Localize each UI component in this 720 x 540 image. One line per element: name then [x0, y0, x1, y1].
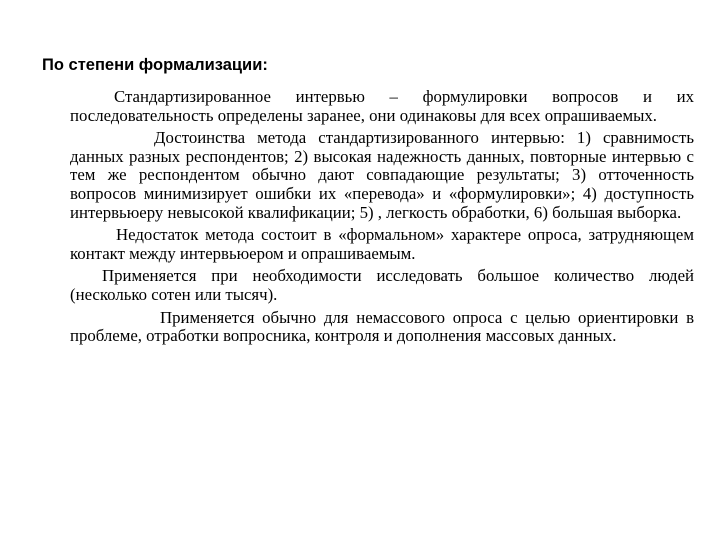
paragraph-method-disadvantage: Недостаток метода состоит в «формальном» характере опроса, затрудняющем контакт между интервьюером и опрашиваемым.: [70, 225, 694, 263]
slide-heading: По степени формализации:: [42, 56, 268, 74]
paragraph-application-large-samples: Применяется при необходимости исследовать большое количество людей (несколько сотен или тысяч).: [70, 266, 694, 304]
paragraph-application-non-mass-survey: Применяется обычно для немассового опроса с целью ориентировки в проблеме, отработки вопросника, контроля и дополнения массовых данных.: [70, 307, 694, 346]
paragraph-standardized-interview-definition: Стандартизированное интервью – формулировки вопросов и их последовательность определены заранее, они одинаковы для всех опрашиваемых.: [70, 87, 694, 125]
paragraph-method-advantages: Достоинства метода стандартизированного интервью: 1) сравнимость данных разных респондентов; 2) высокая надежность данных, повторные интервью с тем же респондентом обычно дают совпадающие результаты; 3) отточенность вопросов минимизирует ошибки их «перевода» и «формулировки»; 4) доступность интервьюеру невысокой квалификации; 5) , легкость обработки, 6) большая выборка.: [70, 128, 694, 222]
slide-body: [70, 88, 694, 350]
